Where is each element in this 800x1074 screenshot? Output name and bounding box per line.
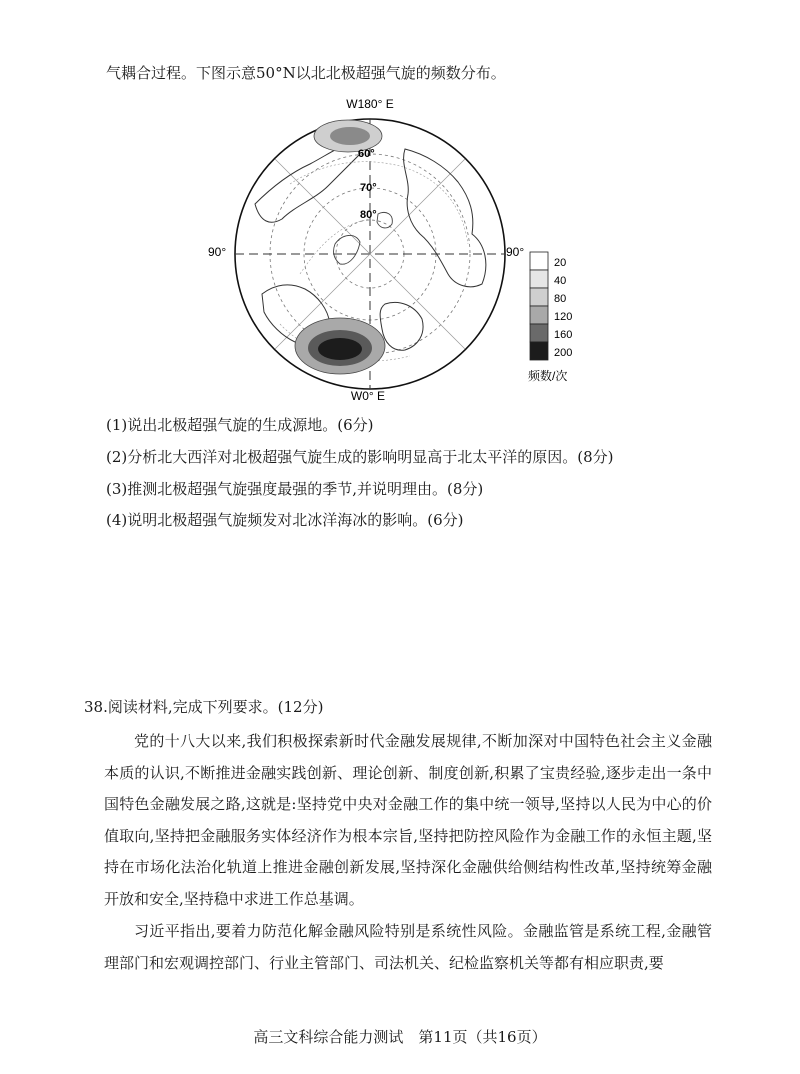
lat-label-80: 80°	[360, 209, 377, 221]
legend-value-80: 80	[554, 293, 567, 305]
label-top: W180° E	[346, 97, 394, 111]
lat-label-60: 60°	[358, 148, 375, 160]
question-1: (1)说出北极超强气旋的生成源地。(6分)	[106, 416, 374, 434]
legend-value-120: 120	[554, 311, 573, 323]
q38-paragraph-2: 习近平指出,要着力防范化解金融风险特别是系统性风险。金融监管是系统工程,金融管理部门和宏观调控部门、行业主管部门、司法机关、纪检监察机关等都有相应职责,要	[104, 922, 712, 972]
arctic-cyclone-map	[200, 94, 600, 416]
label-bottom: W0° E	[350, 389, 386, 403]
legend-swatch-80	[530, 288, 548, 306]
question-4: (4)说明北极超强气旋频发对北冰洋海冰的影响。(6分)	[106, 511, 464, 529]
legend-unit: 频数/次	[528, 369, 568, 383]
q38-paragraph-1: 党的十八大以来,我们积极探索新时代金融发展规律,不断加深对中国特色社会主义金融本质的认识,不断推进金融实践创新、理论创新、制度创新,积累了宝贵经验,逐步走出一条中国特色金融发展之路,这就是:坚持党中央对金融工作的集中统一领导,坚持以人民为中心的价值取向,坚持把金融服务实体经济作为根本宗旨,坚持把防控风险作为金融工作的永恒主题,坚持在市场化法治化轨道上推进金融创新发展,坚持深化金融供给侧结构性改革,坚持统筹金融开放和安全,坚持稳中求进工作总基调。	[104, 732, 712, 908]
atlantic-hotspot-core	[318, 338, 362, 360]
label-right: 90°	[506, 245, 525, 259]
legend	[528, 252, 572, 383]
legend-value-200: 200	[554, 347, 573, 359]
legend-swatch-200	[530, 342, 548, 360]
legend-swatch-160	[530, 324, 548, 342]
page-footer: 高三文科综合能力测试 第11页（共16页）	[253, 1028, 547, 1046]
legend-swatch-120	[530, 306, 548, 324]
label-left: 90°	[208, 245, 227, 259]
legend-value-20: 20	[554, 257, 567, 269]
lat-label-70: 70°	[360, 182, 377, 194]
legend-value-160: 160	[554, 329, 573, 341]
legend-swatch-40	[530, 270, 548, 288]
question-2: (2)分析北大西洋对北极超强气旋生成的影响明显高于北太平洋的原因。(8分)	[106, 448, 614, 466]
pacific-hotspot-inner	[330, 127, 370, 145]
legend-swatch-20	[530, 252, 548, 270]
question-38-title: 38.阅读材料,完成下列要求。(12分)	[84, 698, 324, 716]
question-3: (3)推测北极超强气旋强度最强的季节,并说明理由。(8分)	[106, 480, 484, 498]
legend-value-40: 40	[554, 275, 567, 287]
intro-line: 气耦合过程。下图示意50°N以北北极超强气旋的频数分布。	[106, 64, 506, 82]
